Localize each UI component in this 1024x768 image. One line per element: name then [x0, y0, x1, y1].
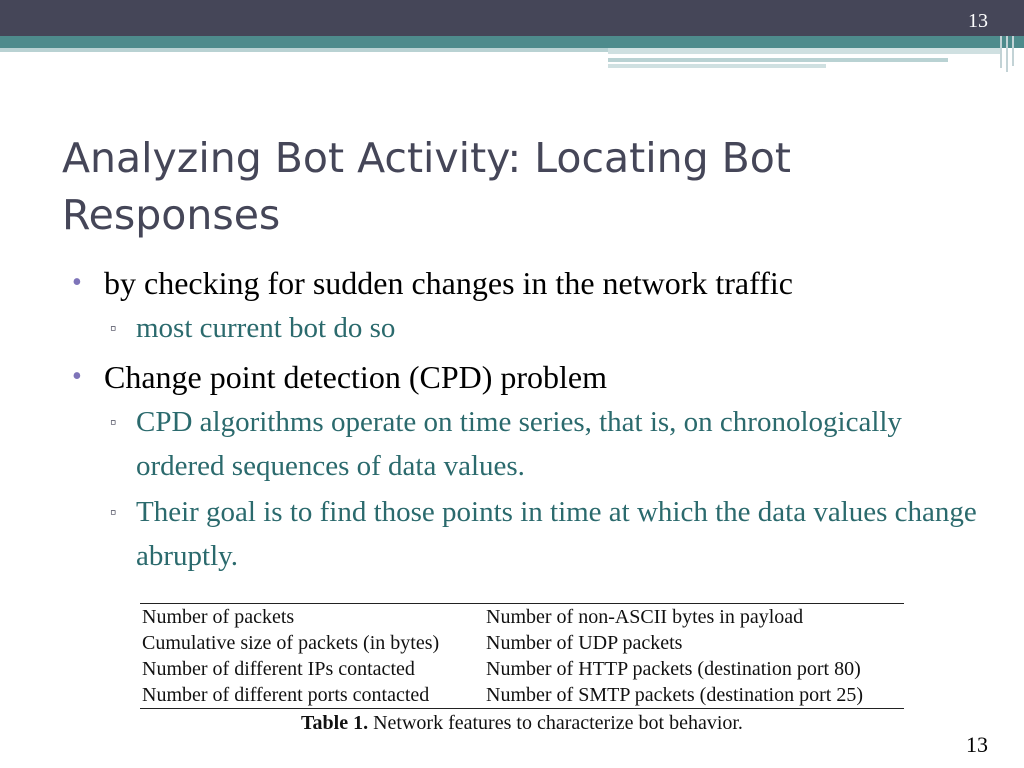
table-cell: Number of HTTP packets (destination port 80) — [486, 658, 861, 680]
sub-bullet-square-icon: ▫ — [110, 318, 117, 338]
header-vertical-line — [1006, 36, 1008, 72]
bullet-item — [70, 262, 990, 304]
table-caption — [140, 712, 904, 735]
table-cell: Number of SMTP packets (destination port 25) — [486, 684, 863, 706]
bullet-dot-icon: • — [72, 267, 82, 298]
bullet-text: Change point detection (CPD) problem — [104, 359, 608, 395]
table-cell: Cumulative size of packets (in bytes) — [142, 632, 440, 654]
table-row — [140, 656, 904, 682]
sub-bullet-square-icon: ▫ — [110, 412, 117, 432]
header-accent-line — [0, 48, 608, 52]
header-vertical-line — [1000, 36, 1002, 68]
sub-bullet-square-icon: ▫ — [110, 502, 117, 522]
header-vertical-line — [1012, 36, 1014, 66]
slide-number-footer: 13 — [966, 732, 988, 757]
header-dark-bar — [0, 0, 1024, 36]
table-row — [140, 630, 904, 656]
header-teal-bar — [0, 36, 1024, 48]
slide-body — [70, 262, 990, 578]
header-accent-line — [608, 64, 826, 68]
bullet-dot-icon: • — [72, 361, 82, 392]
header-accent-line — [608, 48, 1000, 54]
sub-bullet-text: Their goal is to find those points in time at which the data values change abruptly. — [136, 496, 977, 572]
sub-bullet-text: most current bot do so — [136, 312, 396, 344]
header-accent-line — [608, 58, 948, 62]
sub-bullet-item — [70, 400, 990, 488]
sub-bullet-text: CPD algorithms operate on time series, that is, on chronologically ordered sequences of data values. — [136, 406, 902, 482]
table-row — [140, 682, 904, 709]
sub-bullet-item — [70, 306, 990, 350]
slide-number-header: 13 — [968, 10, 988, 32]
bullet-item — [70, 356, 990, 398]
table-cell: Number of packets — [142, 606, 295, 628]
table-cell: Number of UDP packets — [486, 632, 683, 654]
table-cell: Number of different IPs contacted — [142, 658, 415, 680]
table-cell: Number of non-ASCII bytes in payload — [486, 606, 804, 628]
table-row — [140, 604, 904, 631]
sub-bullet-item — [70, 490, 990, 578]
network-features-table — [140, 603, 904, 709]
table-caption-text: Network features to characterize bot behavior. — [368, 712, 743, 734]
table-caption-label: Table 1. — [301, 712, 369, 734]
bullet-text: by checking for sudden changes in the network traffic — [104, 265, 793, 301]
table-cell: Number of different ports contacted — [142, 684, 430, 706]
slide-title: Analyzing Bot Activity: Locating Bot Responses — [62, 134, 791, 239]
